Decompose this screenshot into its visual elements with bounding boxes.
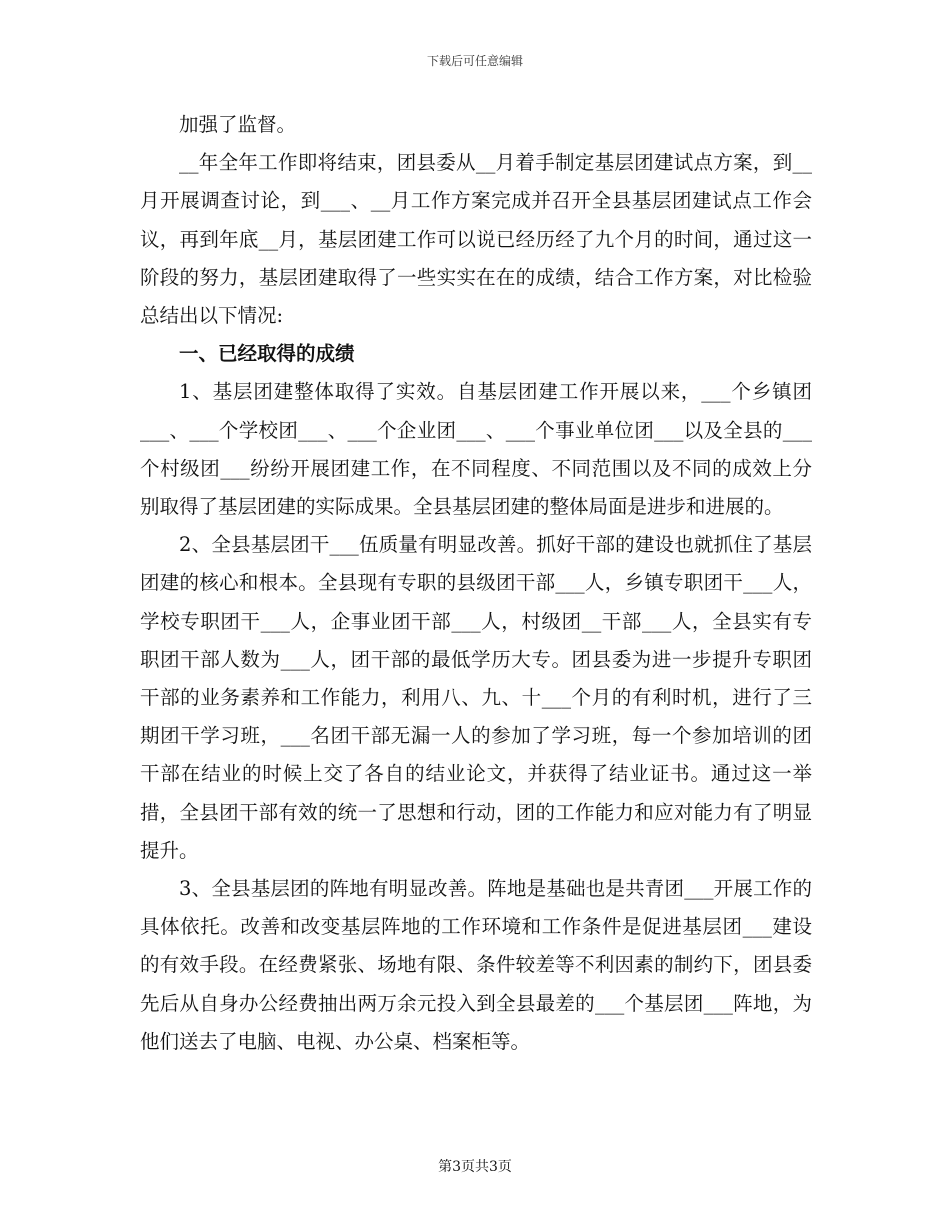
paragraph-item-1: 1、基层团建整体取得了实效。自基层团建工作开展以来，___个乡镇团___、___个学校团___、___个企业团___、___个事业单位团___以及全县的___个村级团___纷纷开展团建工作，在不同程度、不同范围以及不同的成效上分别取得了基层团建的实际成果。全县基层团建的整体局面是进步和进展的。 bbox=[140, 380, 812, 519]
page-header-note: 下载后可任意编辑 bbox=[426, 54, 523, 68]
paragraph-intro: __年全年工作即将结束，团县委从__月着手制定基层团建试点方案，到__月开展调查讨论，到___、__月工作方案完成并召开全县基层团建试点工作会议，再到年底__月，基层团建工作可以说已经历经了九个月的时间，通过这一阶段的努力，基层团建取得了一些实实在在的成绩，结合工作方案，对比检验总结出以下情况: bbox=[140, 151, 812, 328]
paragraph-item-2: 2、全县基层团干___伍质量有明显改善。抓好干部的建设也就抓住了基层团建的核心和根本。全县现有专职的县级团干部___人，乡镇专职团干___人，学校专职团干___人，企事业团干部___人，村级团__干部___人，全县实有专职团干部人数为___人，团干部的最低学历大专。团县委为进一步提升专职团干部的业务素养和工作能力，利用八、九、十___个月的有利时机，进行了三期团干学习班，___名团干部无漏一人的参加了学习班，每一个参加培训的团干部在结业的时候上交了各自的结业论文，并获得了结业证书。通过这一举措，全县团干部有效的统一了思想和行动，团的工作能力和应对能力有了明显提升。 bbox=[140, 533, 812, 862]
document-body bbox=[140, 106, 812, 1061]
section-heading: 一、已经取得的成绩 bbox=[179, 342, 355, 366]
paragraph-item-3: 3、全县基层团的阵地有明显改善。阵地是基础也是共青团___开展工作的具体依托。改善和改变基层阵地的工作环境和工作条件是促进基层团___建设的有效手段。在经费紧张、场地有限、条件较差等不利因素的制约下，团县委先后从自身办公经费抽出两万余元投入到全县最差的___个基层团___阵地，为他们送去了电脑、电视、办公桌、档案柜等。 bbox=[140, 877, 812, 1053]
page-number: 第3页共3页 bbox=[438, 1159, 512, 1175]
paragraph-continuation: 加强了监督。 bbox=[179, 113, 297, 136]
